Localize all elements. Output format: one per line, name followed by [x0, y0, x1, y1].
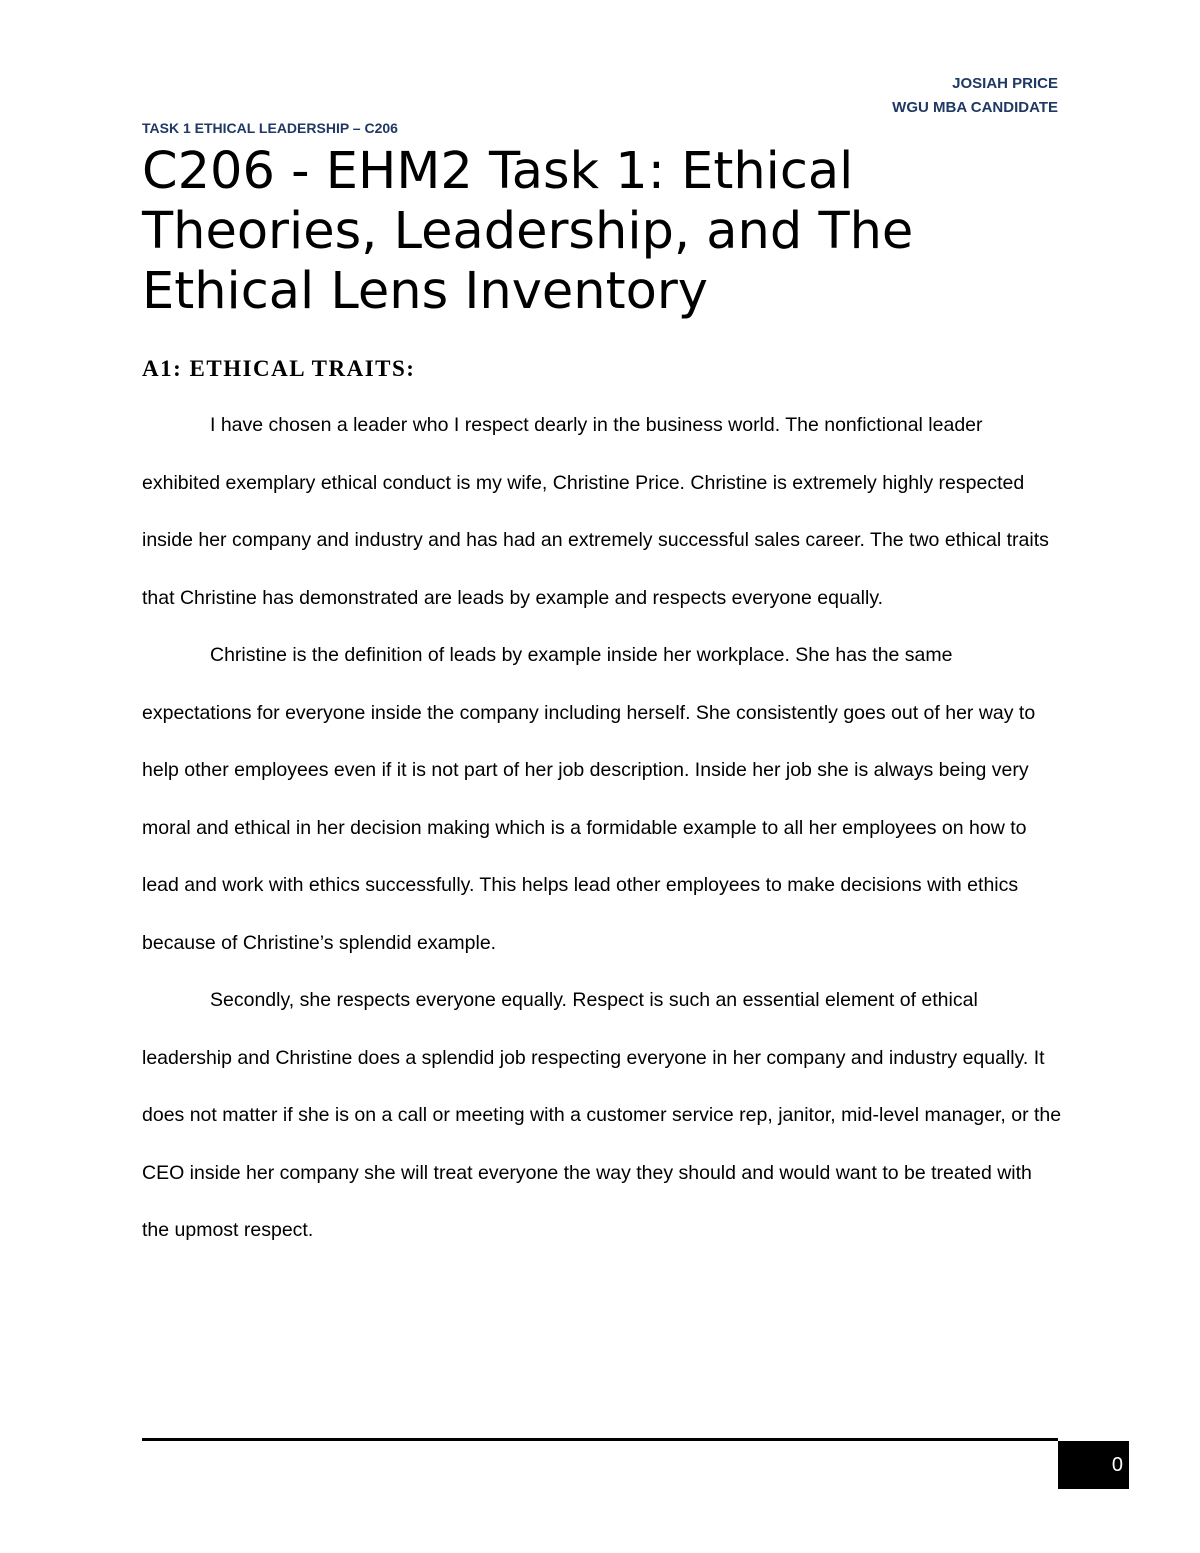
body-paragraph: Christine is the definition of leads by example inside her workplace. She has the same expectations for everyone inside the company including herself. She consistently goes out of her way to help other employees even if it is not part of her job description. Inside her job she is always being very moral and ethical in her decision making which is a formidable example to all her employees on how to lead and work with ethics successfully. This helps lead other employees to make decisions with ethics because of Christine’s splendid example. [142, 644, 1036, 954]
document-body [142, 397, 1062, 1260]
body-paragraph: I have chosen a leader who I respect dearly in the business world. The nonfictional leader exhibited exemplary ethical conduct is my wife, Christine Price. Christine is extremely highly respected inside her company and industry and has had an extremely successful sales career. The two ethical traits that Christine has demonstrated are leads by example and respects everyone equally. [142, 414, 1049, 609]
header-running-title: TASK 1 ETHICAL LEADERSHIP – C206 [142, 120, 398, 136]
body-paragraph: Secondly, she respects everyone equally. Respect is such an essential element of ethical leadership and Christine does a splendid job respecting everyone in her company and industry equally. It does not matter if she is on a call or meeting with a customer service rep, janitor, mid-level manager, or the CEO inside her company she will treat everyone the way they should and would want to be treated with the upmost respect. [142, 989, 1062, 1241]
header-author-name: JOSIAH PRICE [952, 75, 1058, 92]
section-heading: A1: ETHICAL TRAITS: [142, 356, 416, 381]
document-title: C206 - EHM2 Task 1: Ethical Theories, Leadership, and The Ethical Lens Inventory [142, 142, 914, 321]
page-number: 0 [1058, 1441, 1129, 1489]
page-header-author-block [892, 72, 1058, 120]
header-author-role: WGU MBA CANDIDATE [892, 99, 1058, 116]
footer-divider [142, 1438, 1058, 1441]
